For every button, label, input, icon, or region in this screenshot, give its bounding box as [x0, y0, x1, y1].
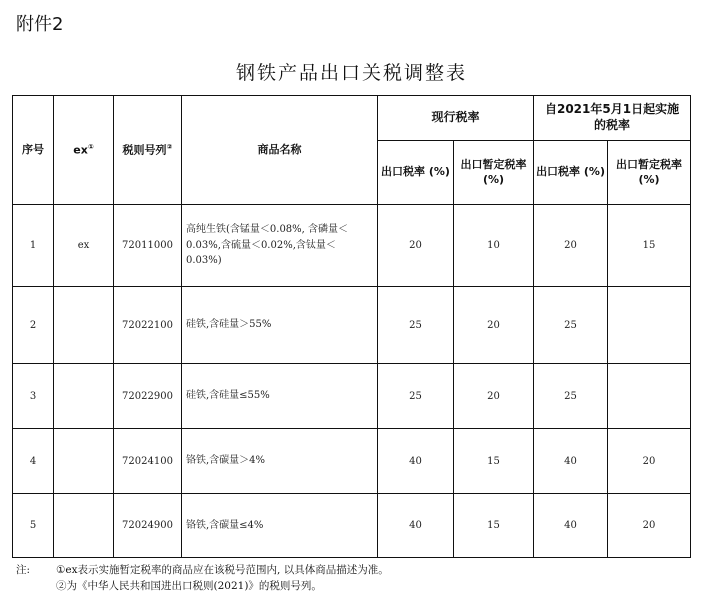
footnote-1	[16, 562, 389, 578]
cell-tariff-code: 72011000	[114, 205, 182, 287]
cell-seq: 3	[13, 364, 54, 429]
cell-new-provisional-rate: 15	[608, 205, 691, 287]
header-ex	[54, 96, 114, 205]
header-row-1	[13, 96, 691, 141]
header-code-footnote: ②	[166, 142, 173, 151]
cell-product-name: 铬铁,含碳量＞4%	[182, 429, 378, 494]
header-ex-footnote: ①	[87, 142, 94, 151]
cell-ex	[54, 494, 114, 558]
cell-seq: 2	[13, 287, 54, 364]
header-seq: 序号	[13, 96, 54, 205]
footnote-2	[16, 578, 389, 594]
cell-current-provisional-rate: 15	[454, 494, 534, 558]
document-title: 钢铁产品出口关税调整表	[235, 62, 467, 84]
cell-new-export-rate: 25	[534, 287, 608, 364]
cell-product-name: 高纯生铁(含锰量＜0.08%, 含磷量＜0.03%,含硫量＜0.02%,含钛量＜0.03%)	[182, 205, 378, 287]
header-new-provisional-rate: 出口暂定税率 (%)	[608, 141, 691, 205]
table-row	[13, 429, 691, 494]
cell-new-export-rate: 40	[534, 429, 608, 494]
header-new-rates: 自2021年5月1日起实施的税率	[534, 96, 691, 141]
cell-new-provisional-rate: 20	[608, 429, 691, 494]
cell-current-export-rate: 25	[378, 364, 454, 429]
header-current-provisional-rate: 出口暂定税率 (%)	[454, 141, 534, 205]
header-current-export-rate: 出口税率 (%)	[378, 141, 454, 205]
cell-current-provisional-rate: 10	[454, 205, 534, 287]
header-code-label: 税则号列	[122, 143, 167, 157]
footnote-2-text: ②为《中华人民共和国进出口税则(2021)》的税则号列。	[56, 580, 322, 592]
cell-new-export-rate: 25	[534, 364, 608, 429]
attachment-label: 附件2	[16, 14, 64, 35]
footnote-1-text: ①ex表示实施暂定税率的商品应在该税号范围内, 以具体商品描述为准。	[56, 564, 389, 576]
header-product-name: 商品名称	[182, 96, 378, 205]
footnote-prefix: 注:	[16, 564, 31, 576]
cell-product-name: 硅铁,含硅量＞55%	[182, 287, 378, 364]
cell-ex	[54, 287, 114, 364]
table-row	[13, 205, 691, 287]
table-row	[13, 364, 691, 429]
cell-current-provisional-rate: 20	[454, 364, 534, 429]
table-row	[13, 494, 691, 558]
cell-current-export-rate: 40	[378, 429, 454, 494]
header-tariff-code	[114, 96, 182, 205]
cell-seq: 1	[13, 205, 54, 287]
cell-current-export-rate: 40	[378, 494, 454, 558]
cell-ex	[54, 364, 114, 429]
cell-new-provisional-rate: 20	[608, 494, 691, 558]
cell-tariff-code: 72024100	[114, 429, 182, 494]
cell-current-provisional-rate: 15	[454, 429, 534, 494]
cell-new-export-rate: 20	[534, 205, 608, 287]
cell-new-provisional-rate	[608, 364, 691, 429]
cell-product-name: 硅铁,含硅量≤55%	[182, 364, 378, 429]
cell-tariff-code: 72024900	[114, 494, 182, 558]
tariff-table	[12, 95, 691, 558]
cell-ex: ex	[54, 205, 114, 287]
header-ex-label: ex	[73, 143, 88, 157]
cell-new-export-rate: 40	[534, 494, 608, 558]
footnotes	[16, 562, 389, 594]
cell-product-name: 铬铁,含碳量≤4%	[182, 494, 378, 558]
table-row	[13, 287, 691, 364]
header-new-export-rate: 出口税率 (%)	[534, 141, 608, 205]
cell-tariff-code: 72022900	[114, 364, 182, 429]
cell-new-provisional-rate	[608, 287, 691, 364]
cell-seq: 4	[13, 429, 54, 494]
cell-ex	[54, 429, 114, 494]
cell-current-provisional-rate: 20	[454, 287, 534, 364]
cell-current-export-rate: 20	[378, 205, 454, 287]
cell-current-export-rate: 25	[378, 287, 454, 364]
cell-seq: 5	[13, 494, 54, 558]
cell-tariff-code: 72022100	[114, 287, 182, 364]
header-current-rates: 现行税率	[378, 96, 534, 141]
